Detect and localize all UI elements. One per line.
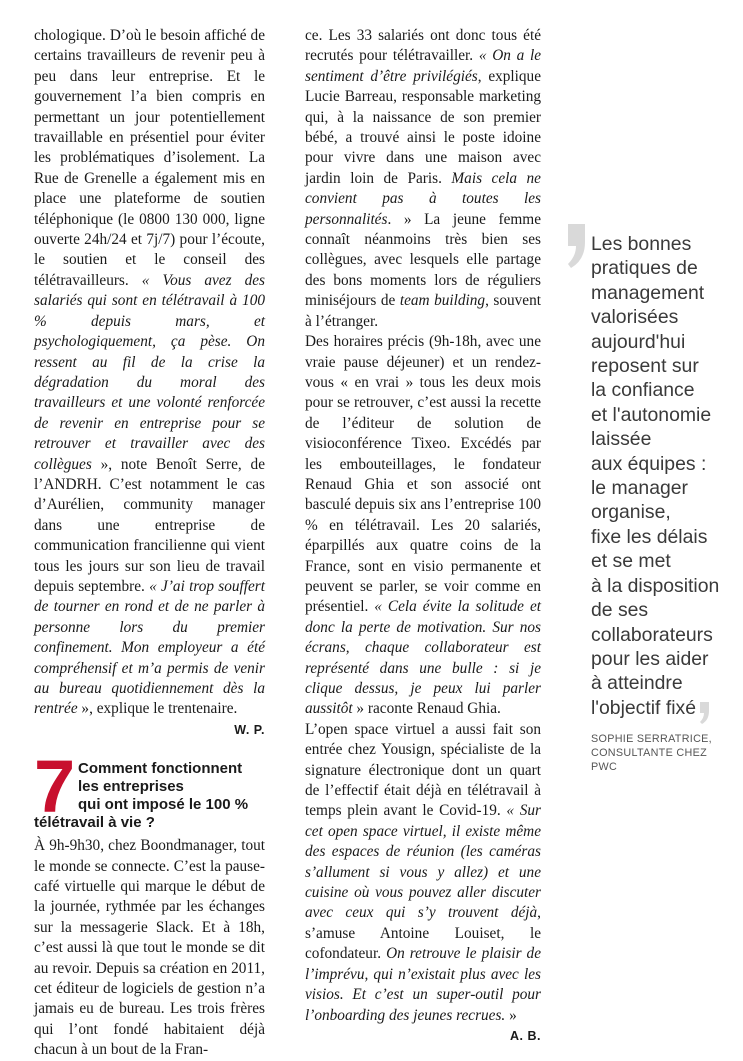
quote-text: « On a le sentiment d’être privilégiés [305,47,541,85]
opening-quote-mark-icon [565,224,587,268]
pull-quote-line: laissée [591,428,652,451]
paragraph: Des horaires précis (9h-18h, avec une vraie pause déjeuner) et un rendez-vous « en vrai » tous les deux mois pour se retrouver, c’est aussi la recette de l’éditeur de solution de visioconférence Tixeo. Excédés par les embouteillages, le fondateur Renaud Ghia et son associé ont basculé depuis six ans l’entreprise 100 % en télétravail. Les 20 salariés, éparpillés aux quatre coins de la France, sont en visio permanente et peuvent se parler, se voir comme en présentiel. « Cela évite la solitude et donc la perte de motivation. Sur nos écrans, chaque collaborateur est représenté dans une bulle : si je clique dessus, je peux lui parler aussitôt » raconte Renaud Ghia. [305,333,541,718]
pull-quote-line: à atteindre [591,672,683,695]
closing-quote-mark-icon [698,702,710,724]
pull-quote-line: fixe les délais [591,525,708,548]
author-signature: W. P. [234,722,265,737]
pull-quote-line: la confiance [591,379,695,402]
quote-text: « Cela évite la solitude et donc la perte de motivation. Sur nos écrans, chaque collaborateur est représenté dans une bulle : si je clique dessus, je peux lui parler aussitôt [305,598,541,718]
pull-quote [573,232,729,774]
question-title: Comment fonctionnent les entreprises qui ont imposé le 100 % télétravail à vie ? [34,760,249,832]
pull-quote-line: de ses [591,599,649,622]
pull-quote-line: et se met [591,550,671,573]
article-column-left [34,26,265,1061]
pull-quote-line: l'objectif fixé [591,696,729,724]
paragraph: chologique. D’où le besoin affiché de certains travailleurs de revenir peu à peu dans leur entreprise. Et le gouvernement l’a bien compris en permettant un jour potentiellement travaillable en présentiel pour éviter les problématiques d’isolement. La Rue de Grenelle a également mis en place une plateforme de soutien téléphonique (le 0800 130 000, ligne ouverte 24h/24 et 7j/7) pour l’écoute, le soutien et le conseil des télétravailleurs. « Vous avez des salariés qui sont en télétravail à 100 % depuis mars, et psychologiquement, ça pèse. On ressent au fil de la crise la dégradation du moral des travailleurs et une volonté renforcée de revenir en entreprise pour se retrouver et travailler avec des collègues », note Benoît Serre, de l’ANDRH. C’est notamment le cas d’Aurélien, community manager dans une entreprise de communication francilienne qui vient tous les jours sur son lieu de travail depuis septembre. « J’ai trop souffert de tourner en rond et de ne parler à personne lors du premier confinement. Mon employeur a été compréhensif et m’a permis de venir au bureau quotidiennement dès la rentrée », explique le trentenaire. [34,27,266,718]
author-signature: A. B. [510,1028,541,1043]
pull-quote-author: SOPHIE SERRATRICE, CONSULTANTE CHEZ PWC [591,732,712,773]
quote-text: On retrouve le plaisir de l’imprévu, qui n’existait plus avec les visios. Et c’est un super-outil pour l’onboarding des jeunes recrues. [305,945,541,1024]
pull-quote-line: organise, [591,501,671,524]
quote-text: team building [399,292,486,310]
pull-quote-text [573,232,729,724]
pull-quote-line: management [591,281,705,304]
question-number: 7 [34,745,76,829]
question-heading [34,745,265,836]
quote-text: « J’ai trop souffert de tourner en rond et de ne parler à personne lors du premier confinement. Mon employeur a été compréhensif et m’a permis de venir au bureau quotidiennement dès la rentrée [34,577,266,718]
pull-quote-line: à la disposition [591,574,720,597]
quote-text: Mais cela ne convient pas à toutes les personnalités [305,169,541,228]
pull-quote-line: reposent sur [591,355,699,378]
article-column-middle [305,26,541,1046]
pull-quote-line: Les bonnes [591,233,692,255]
paragraph: ce. Les 33 salariés ont donc tous été recrutés pour télétravailler. « On a le sentiment d’être privilégiés, explique Lucie Barreau, responsable marketing qui, à la naissance de son premier bébé, a trouvé ainsi le poste idoine pour vivre dans une maison avec jardin loin de Paris. Mais cela ne convient pas à toutes les personnalités. » La jeune femme connaît néanmoins très bien ses collègues, avec lesquels elle partage des bons moments lors de réguliers miniséjours de team building, souvent à l’étranger. [305,27,541,330]
paragraph: L’open space virtuel a aussi fait son entrée chez Yousign, spécialiste de la signature électronique dont un quart de l’effectif était déjà en télétravail à temps plein avant le Covid-19. « Sur cet open space virtuel, il existe même des espaces de réunion (les caméras s’allument si vous y allez) et une cuisine où vous pouvez aller discuter avec ceux qui s’y trouvent déjà, s’amuse Antoine Louiset, le cofondateur. On retrouve le plaisir de l’imprévu, qui n’existait plus avec les visios. Et c’est un super-outil pour l’onboarding des jeunes recrues. » A. B. [305,720,541,1026]
pull-quote-line: pour les aider [591,647,709,670]
pull-quote-line: collaborateurs [591,623,713,646]
quote-text: « Sur cet open space virtuel, il existe même des espaces de réunion (les caméras s’allument si vous y allez) et une cuisine où vous pouvez aller discuter avec ceux qui s’y trouvent déjà [305,802,541,922]
quote-text: « Vous avez des salariés qui sont en télétravail à 100 % depuis mars, et psychologiquement, ça pèse. On ressent au fil de la crise la dégradation du moral des travailleurs et une volonté renforcée de revenir en entreprise pour se retrouver et travailler avec des collègues [34,271,265,473]
pull-quote-line: le manager [591,477,689,500]
pull-quote-line: et l'autonomie [591,403,712,426]
pull-quote-line: aux équipes : [591,452,707,475]
pull-quote-line: pratiques de [591,257,698,280]
paragraph: À 9h-9h30, chez Boondmanager, tout le monde se connecte. C’est la pause-café virtuelle qui marque le début de la journée, rythmée par les échanges sur la messagerie Slack. Et à 18h, c’est aussi là que tout le monde se dit au revoir. Depuis sa création en 2011, cet éditeur de logiciels de gestion n’a jamais eu de bureau. Les trois frères qui l’ont fondé habitaient déjà chacun à un bout de la Fran- [34,837,265,1059]
pull-quote-line: aujourd'hui [591,330,686,353]
pull-quote-line: valorisées [591,306,679,329]
